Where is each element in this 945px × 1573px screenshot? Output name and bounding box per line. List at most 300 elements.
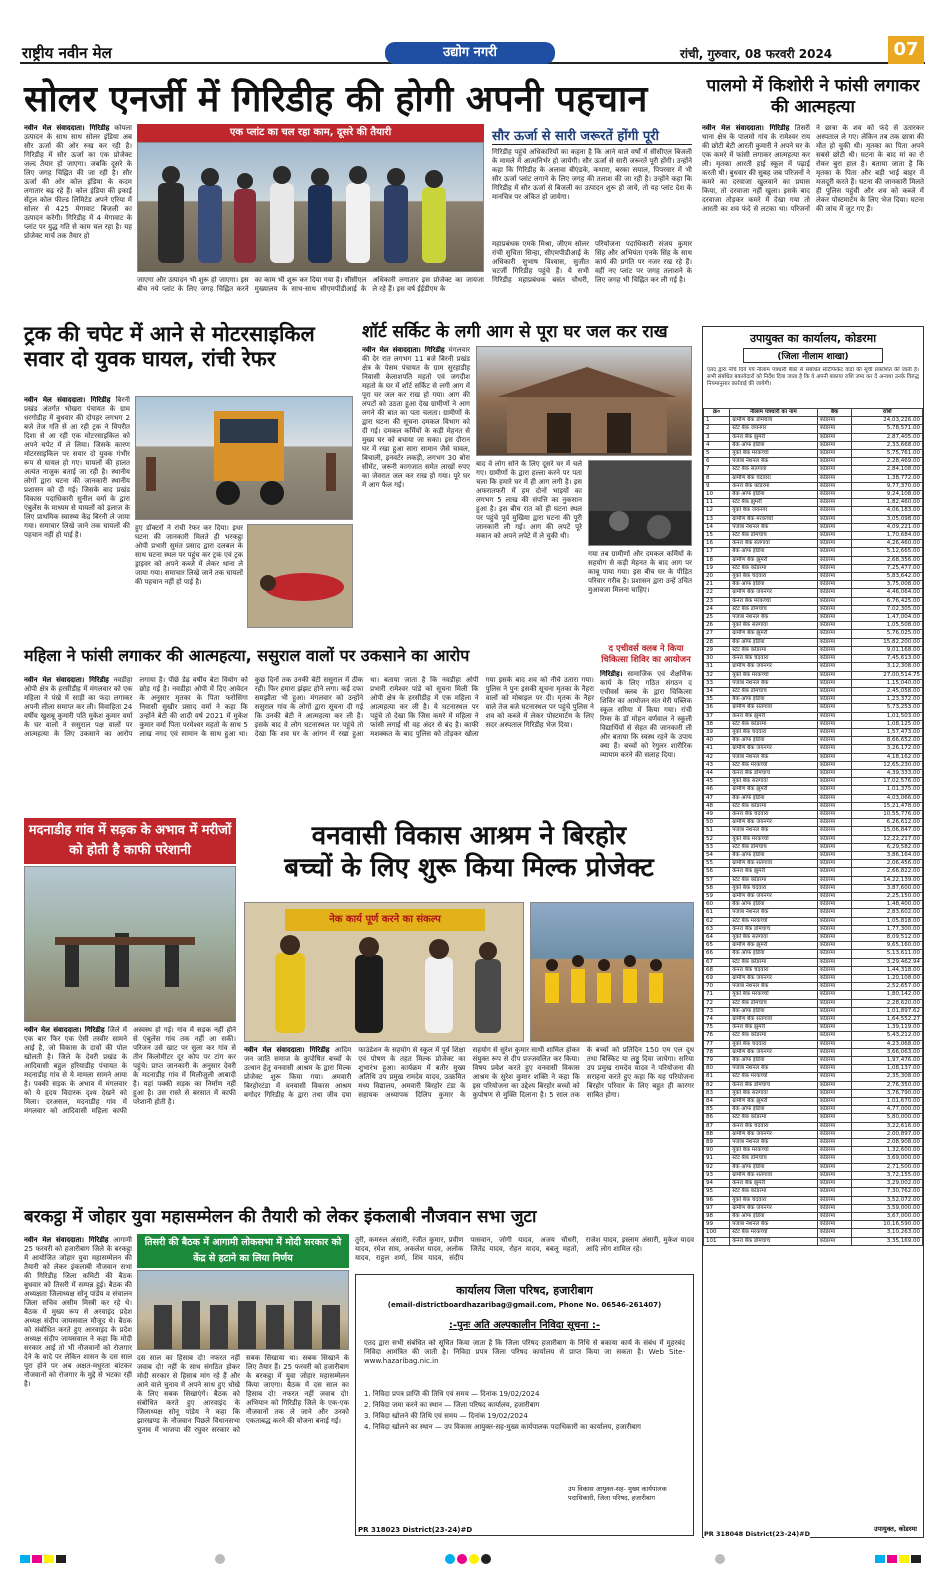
- table-cell: 4,39,333.00: [852, 769, 923, 777]
- table-cell: स्टेट बैंक कोडरमा: [730, 802, 817, 810]
- table-cell: यूको बैंक मरकच्चो: [730, 835, 817, 843]
- table-cell: 43: [704, 761, 730, 769]
- table-cell: यूको बैंक सतगावां: [730, 1089, 817, 1097]
- table-cell: कोडरमा: [817, 515, 852, 523]
- table-cell: 83: [704, 1089, 730, 1097]
- table-cell: 82: [704, 1081, 730, 1089]
- table-cell: केनरा बैंक कोडरमा: [730, 482, 817, 490]
- table-cell: कोडरमा: [817, 778, 852, 786]
- table-row: [704, 1155, 923, 1163]
- table-row: [704, 1007, 923, 1015]
- table-row: [704, 515, 923, 523]
- barkattha-photo-caption: तिसरी की बैठक में आगामी लोकसभा में मोदी सरकार को केंद्र से हटाने का लिया निर्णय: [137, 1234, 349, 1268]
- table-cell: 53: [704, 843, 730, 851]
- table-row: [704, 753, 923, 761]
- auction-subtitle: (जिला नीलाम शाखा): [743, 348, 883, 363]
- table-row: [704, 884, 923, 892]
- road-photo: [24, 866, 236, 1022]
- table-row: [704, 1016, 923, 1024]
- table-cell: 38: [704, 720, 730, 728]
- table-cell: स्टेट बैंक कोडरमा: [730, 564, 817, 572]
- table-cell: 2,28,620.00: [852, 999, 923, 1007]
- tender-website: Web Site- www.hazaribag.nic.in: [364, 1348, 685, 1365]
- table-cell: कोडरमा: [817, 1073, 852, 1081]
- table-cell: कोडरमा: [817, 1130, 852, 1138]
- table-cell: 34: [704, 687, 730, 695]
- table-cell: केनरा बैंक झुमरी: [730, 1024, 817, 1032]
- table-cell: स्टेट बैंक कोडरमा: [730, 1188, 817, 1196]
- tender-schedule: 1. निविदा प्रपत्र प्राप्ति की तिथि एवं समय — दिनांक 19/02/2024 2. निविदा जमा करने का स्थान — जिला परिषद कार्यालय, हजारीबाग 3. निविदा खोलने की तिथि एवं समय — दिनांक 19/02/2024 4. निविदा खोलने का स्थान — उप विकास आयुक्त-सह-मुख्य कार्यपालक पदाधिकारी का कार्यालय, हजारीबाग: [364, 1390, 641, 1431]
- table-cell: ग्रामीण बैंक सतगावां: [730, 704, 817, 712]
- auction-table-header: [704, 409, 923, 417]
- lead-body-col1: [24, 124, 132, 314]
- table-row: [704, 769, 923, 777]
- table-cell: कोडरमा: [817, 966, 852, 974]
- table-cell: 2,83,602.00: [852, 909, 923, 917]
- table-row: [704, 687, 923, 695]
- table-cell: बैंक ऑफ इंडिया: [730, 794, 817, 802]
- truck-byline: नवीन मेल संवाददाता। गिरिडीह: [24, 396, 111, 404]
- table-cell: 4,77,000.00: [852, 1106, 923, 1114]
- table-cell: 1,20,108.00: [852, 975, 923, 983]
- table-cell: 44: [704, 769, 730, 777]
- road-byline: नवीन मेल संवाददाता। गिरिडीह: [24, 1026, 105, 1034]
- table-cell: 2,71,500.00: [852, 1163, 923, 1171]
- tender-intro: एतद द्वारा सभी संबंधित को सूचित किया जाता है कि जिला परिषद हजारीबाग के निधि से बकाया कार्य के संबंध में मुहरबंद निविदा आमंत्रित की जाती है। निविदा प्रपत्र जिला परिषद कार्यालय से प्राप्त किया जा सकता है। Web Site- www.hazaribag.nic.in: [364, 1339, 685, 1365]
- masthead: राष्ट्रीय नवीन मेल: [22, 44, 112, 62]
- auction-intro: एतद द्वारा नीचे दिये गये नीलाम पत्रधारी बैंकों से संबंधित सर्टिफिकेट वादों की सूची प्रकाशित की जाती है। सभी संबंधित बकायेदारों को निर्देश दिया जाता है कि वे अपनी बकाया राशि जमा कर दें अन्यथा उनके विरुद्ध नियमानुसार कार्रवाई की जायेगी।: [707, 367, 919, 387]
- lead-byline: नवीन मेल संवाददाता। गिरिडीह: [24, 124, 110, 132]
- table-row: [704, 441, 923, 449]
- table-cell: पंजाब नेशनल बैंक: [730, 1139, 817, 1147]
- table-cell: कोडरमा: [817, 802, 852, 810]
- table-cell: 3,72,155.00: [852, 1171, 923, 1179]
- truck-headline: ट्रक की चपेट में आने से मोटरसाइकिल सवार दो युवक घायल, रांची रेफर: [24, 322, 315, 371]
- table-cell: ग्रामीण बैंक जयनगर: [730, 1130, 817, 1138]
- table-cell: स्टेट बैंक डोमचांच: [730, 687, 817, 695]
- table-cell: 32: [704, 671, 730, 679]
- table-cell: 5,73,253.00: [852, 704, 923, 712]
- table-row: [704, 827, 923, 835]
- table-row: [704, 491, 923, 499]
- table-cell: 52: [704, 835, 730, 843]
- table-cell: कोडरमा: [817, 1229, 852, 1237]
- table-cell: कोडरमा: [817, 425, 852, 433]
- table-cell: 84: [704, 1098, 730, 1106]
- table-cell: 3,87,600.00: [852, 884, 923, 892]
- table-cell: कोडरमा: [817, 786, 852, 794]
- table-cell: कोडरमा: [817, 737, 852, 745]
- table-cell: 4,03,066.00: [852, 794, 923, 802]
- table-cell: 6,76,425.00: [852, 597, 923, 605]
- table-cell: यूको बैंक चंदवारा: [730, 1040, 817, 1048]
- lead-photo-caption: एक प्लांट का चल रहा काम, दूसरे की तैयारी: [137, 124, 484, 142]
- table-cell: 4,06,183.00: [852, 507, 923, 515]
- table-cell: 17: [704, 548, 730, 556]
- table-cell: 12,65,230.00: [852, 761, 923, 769]
- table-cell: पंजाब नेशनल बैंक: [730, 753, 817, 761]
- table-cell: कोडरमा: [817, 1139, 852, 1147]
- fire-body-col2: बाद वे लोग सोने के लिए दूसरे घर में चले गए। ग्रामीणों के द्वारा हल्ला करने पर पता चला कि हमारे घर में ही आग लगी है। इस अफरातफरी में हम दोनों भाइयों का लगभग 5 लाख की संपत्ति का नुकसान हुआ है। इस बीच रात को ही घटना स्थल पर पहुंचे पूर्व मुखिया द्वारा घटना की पूरी जानकारी ली गई। आग की लपटें पूरे मकान को अपने लपेटे में ले चुकी थी।: [476, 460, 582, 540]
- table-cell: ग्रामीण बैंक झुमरी: [730, 1098, 817, 1106]
- col-header: राशि: [852, 409, 923, 417]
- table-row: [704, 605, 923, 613]
- table-cell: कोडरमा: [817, 868, 852, 876]
- table-cell: 3,66,063.00: [852, 1048, 923, 1056]
- table-cell: कोडरमा: [817, 819, 852, 827]
- table-cell: 46: [704, 786, 730, 794]
- barkattha-headline: बरकट्ठा में जोहार युवा महासम्मेलन की तैयारी को लेकर इंकलाबी नौजवान सभा जुटा: [24, 1207, 537, 1227]
- table-cell: 4,18,162.00: [852, 753, 923, 761]
- table-cell: कोडरमा: [817, 1163, 852, 1171]
- table-cell: 10,16,590.00: [852, 1221, 923, 1229]
- truck-body-col1: नवीन मेल संवाददाता। गिरिडीह बिरनी प्रखंड अंतर्गत भोखरा पंचायत के ग्राम धरगोडीह में बुधवार की दोपहर लगभग 2 बजे तेज गति से आ रही ट्रक ने विपरीत दिशा से आ रही एक मोटरसाइकिल को अपने चपेट में ले लिया। जिसके कारण मोटरसाइकिल पर सवार दो युवक गंभीर रूप से घायल हो गए। घायलों की हालत अत्यंत नाजुक बताई जा रही है। स्थानीय लोगों द्वारा घटना की जानकारी स्थानीय प्रशासन को दी गई। जिसके बाद प्रखंड विकास पदाधिकारी सुनील वर्मा के द्वारा एंबुलेंस के माध्यम से घायलों को इलाज के लिए प्राथमिक स्वास्थ्य केंद्र बिरनी ले जाया गया। समाचार लिखे जाने तक घायलों की पहचान नहीं हो पाई है।: [24, 396, 130, 539]
- table-cell: 10,55,776.00: [852, 810, 923, 818]
- table-cell: कोडरमा: [817, 482, 852, 490]
- table-row: [704, 704, 923, 712]
- table-row: [704, 925, 923, 933]
- table-cell: कोडरमा: [817, 1114, 852, 1122]
- table-row: [704, 1237, 923, 1245]
- table-cell: 12: [704, 507, 730, 515]
- table-cell: स्टेट बैंक कोडरमा: [730, 1032, 817, 1040]
- table-cell: केनरा बैंक झुमरी: [730, 868, 817, 876]
- table-cell: यूको बैंक चंदवारा: [730, 1196, 817, 1204]
- table-cell: कोडरमा: [817, 564, 852, 572]
- table-row: [704, 999, 923, 1007]
- table-cell: कोडरमा: [817, 622, 852, 630]
- table-cell: 51: [704, 827, 730, 835]
- table-cell: 3: [704, 433, 730, 441]
- tender-title: :-पुनः अति अल्पकालीन निविदा सूचना :-: [448, 1320, 601, 1331]
- table-cell: कोडरमा: [817, 876, 852, 884]
- table-cell: 4,09,221.00: [852, 523, 923, 531]
- table-cell: 56: [704, 868, 730, 876]
- table-cell: 1,70,684.00: [852, 532, 923, 540]
- table-cell: केनरा बैंक चंदवारा: [730, 655, 817, 663]
- table-row: [704, 1024, 923, 1032]
- truck-photo: [135, 396, 353, 520]
- table-cell: 27: [704, 630, 730, 638]
- tender-pr-number: PR 318023 District(23-24)#D: [358, 1526, 473, 1534]
- table-cell: कोडरमा: [817, 934, 852, 942]
- table-cell: कोडरमा: [817, 1106, 852, 1114]
- table-row: [704, 917, 923, 925]
- table-cell: 3,67,000.00: [852, 1212, 923, 1220]
- table-row: [704, 671, 923, 679]
- table-cell: कोडरमा: [817, 458, 852, 466]
- table-cell: 92: [704, 1163, 730, 1171]
- table-cell: केनरा बैंक झुमरी: [730, 712, 817, 720]
- table-cell: 1,01,503.00: [852, 712, 923, 720]
- table-cell: 3,52,072.00: [852, 1196, 923, 1204]
- table-cell: बैंक ऑफ इंडिया: [730, 638, 817, 646]
- table-cell: बैंक ऑफ इंडिया: [730, 1163, 817, 1171]
- table-cell: 3,35,169.00: [852, 1237, 923, 1245]
- table-row: [704, 1122, 923, 1130]
- table-row: [704, 1147, 923, 1155]
- table-cell: 7,30,762.00: [852, 1188, 923, 1196]
- table-row: [704, 819, 923, 827]
- lead-body-col3: गिरिडीह पहुंचे अधिकारियों का कहना है कि आने वाले वर्षों में सीसीएल बिजली के मामले में आत्मनिर्भर हो जायेगी। सौर ऊर्जा से सारी जरूरतें पूरी होंगी। उन्होंने कहा कि गिरिडीह के अलावा बीएंडके, कथारा, बरका सयाल, पिपरवार में भी सौर ऊर्जा प्लांट लगाने के लिए जगह की तलाश की जा रही है। उन्होंने कहा कि गिरिडीह में सौर ऊर्जा से बिजली का उत्पादन शुरू हो जाये, तो यह प्लांट देश के मानचित्र पर अंकित हो जायेगा।: [492, 148, 692, 201]
- table-cell: 89: [704, 1139, 730, 1147]
- table-row: [704, 802, 923, 810]
- table-cell: 1,32,600.00: [852, 1147, 923, 1155]
- table-cell: 70: [704, 983, 730, 991]
- table-cell: 30: [704, 655, 730, 663]
- table-cell: ग्रामीण बैंक मरकच्चो: [730, 515, 817, 523]
- table-cell: 6: [704, 458, 730, 466]
- table-cell: कोडरमा: [817, 671, 852, 679]
- table-cell: 85: [704, 1106, 730, 1114]
- table-cell: 2,87,405.00: [852, 433, 923, 441]
- table-cell: 4: [704, 441, 730, 449]
- table-cell: कोडरमा: [817, 1032, 852, 1040]
- table-cell: कोडरमा: [817, 646, 852, 654]
- table-cell: कोडरमा: [817, 1081, 852, 1089]
- milk-headline: [244, 820, 694, 884]
- milk-photo-1: [244, 902, 524, 1042]
- table-cell: कोडरमा: [817, 769, 852, 777]
- table-cell: 68: [704, 966, 730, 974]
- table-cell: पंजाब नेशनल बैंक: [730, 1221, 817, 1229]
- table-cell: 28: [704, 638, 730, 646]
- table-cell: कोडरमा: [817, 433, 852, 441]
- table-cell: 63: [704, 925, 730, 933]
- table-cell: 66: [704, 950, 730, 958]
- color-registration-strip: [20, 1550, 925, 1562]
- camp-body: गिरिडीह। सामाजिक एवं शैक्षणिक कार्य के लिए गठित संगठन द एचीवर्स क्लब के द्वारा चिकित्सा शिविर का आयोजन संत मेरी पब्लिक स्कूल सरिया में किया गया। रांची रिम्स के डॉ मोहन वर्णवाल ने स्कूली विद्यार्थियों से सेहत की जानकारी ली और बताया कि स्वस्थ रहने के उपाय क्या हैं। बच्चों को रेगुलर शारीरिक व्यायाम करने की सलाह दिया।: [600, 670, 692, 759]
- table-cell: कोडरमा: [817, 901, 852, 909]
- table-row: [704, 507, 923, 515]
- table-cell: कोडरमा: [817, 884, 852, 892]
- table-cell: 1,47,004.00: [852, 614, 923, 622]
- suicide-body: नवीन मेल संवाददाता। गिरिडीह नवडीहा ओपी क्षेत्र के हरसीडीह में मंगलवार को एक महिला ने पंखे में साड़ी का फंदा लगाकर अपनी लीला समाप्त कर ली। विवाहिता 24 वर्षीय खुशबू कुमारी पति मुकेश कुमार वर्मा के घर वालों ने ससुराल पक्ष वालों पर आत्महत्या के लिए उकसाने का आरोप लगाया है। पीछे डेढ़ वर्षीय बेटा वियोग को छोड़ गई है। नवडीहा ओपी में दिए आवेदन के अनुसार मृतका के पिता फरोसिंगा निवासी सुखीर प्रसाद वर्मा ने कहा कि उन्होंने बेटी की शादी वर्ष 2021 में मुकेश कुमार वर्मा पिता परमेश्वर महतो के साथ 5 लाख नगद एवं सामान के साथ हुआ था। कुछ दिनों तक उनकी बेटी ससुराल में ठीक रही। फिर हमारा झंझट होने लगा। कई दफा समझौता भी हुआ। मंगलवार को उन्होंने ससुराल गांव के लोगों द्वारा सूचना दी गई कि उनकी बेटी ने आत्महत्या कर ली है। इसके बाद वे लोग घटनास्थल पर पहुंचे तो देखा कि शव घर के आंगन में रखा हुआ था। बताया जाता है कि नवडीहा ओपी प्रभारी रामेश्वर पांडे को सूचना मिली कि ओपी क्षेत्र के हरसीडीह में एक महिला ने आत्महत्या कर ली है। ये घटनास्थल पर पहुंचे तो देखा कि जिस कमरे में महिला ने फांसी लगाई थी वह अंदर से बंद है। काफी मशक्कत के बाद पुलिस को तोड़कर खोला गया इसके बाद शव को नीचे उतारा गया। पुलिस ने पुनः इसकी सूचना मृतका के नैहरा वालों को मोबाइल पर दी। मृतक के नैहर वाले तेज बजे घटनास्थल पर पहुंचे पुलिस ने शव को कब्जे में लेकर पोस्टमार्टम के लिए सदर अस्पताल गिरिडीह भेज दिया।: [24, 676, 594, 738]
- table-cell: 11: [704, 499, 730, 507]
- table-cell: कोडरमा: [817, 860, 852, 868]
- table-cell: कोडरमा: [817, 1204, 852, 1212]
- table-row: [704, 622, 923, 630]
- table-cell: 1,23,372.00: [852, 696, 923, 704]
- table-row: [704, 843, 923, 851]
- table-cell: 3,75,008.00: [852, 581, 923, 589]
- table-cell: 5,75,761.00: [852, 450, 923, 458]
- table-cell: बैंक ऑफ इंडिया: [730, 1007, 817, 1015]
- palamu-body: नवीन मेल संवाददाता। गिरिडीह तिसरी थाना क्षेत्र के पालमो गांव के रामेश्वर राय की छोटी बेटी आरती कुमारी ने अपने घर के एक कमरे में फांसी लगाकर आत्महत्या कर ली। मृतका आरती हाई स्कूल में पढ़ाई करती थी। बुधवार की सुबह जब परिजनों ने कमरे का दरवाजा खुलवाने का प्रयास किया, तो दरवाजा नहीं खुला। इसके बाद दरवाजा तोड़कर कमरे में देखा गया तो आरती का शव फंदे से लटका था। परिजनों ने छात्रा के शव को फंदे से उतारकर अस्पताल ले गए। लेकिन तब तक छात्रा की मौत हो चुकी थी। मृतका का पिता अपने सबसे छोटी थी। घटना के बाद मां का रो रोकर बुरा हाल है। बताया जाता है कि मृतका के पिता और बड़ी भाई बाहर में मजदूरी करते हैं। घटना की जानकारी मिलते ही पुलिस पहुंची और शव को कब्जे में लेकर पोस्टमार्टम के लिए भेज दिया। घटना की जांच में जुट गए हैं।: [702, 124, 924, 213]
- col-header: बैंक: [817, 409, 852, 417]
- table-cell: 3,12,308.00: [852, 663, 923, 671]
- table-cell: कोडरमा: [817, 532, 852, 540]
- table-row: [704, 1048, 923, 1056]
- table-row: [704, 1204, 923, 1212]
- table-cell: स्टेट बैंक कोडरमा: [730, 876, 817, 884]
- table-cell: 67: [704, 958, 730, 966]
- table-cell: कोडरमा: [817, 441, 852, 449]
- table-cell: 80: [704, 1065, 730, 1073]
- table-cell: 81: [704, 1073, 730, 1081]
- table-cell: 2,76,350.00: [852, 1081, 923, 1089]
- table-cell: कोडरमा: [817, 687, 852, 695]
- table-cell: कोडरमा: [817, 991, 852, 999]
- table-cell: कोडरमा: [817, 638, 852, 646]
- table-row: [704, 737, 923, 745]
- table-cell: ग्रामीण बैंक झुमरी: [730, 942, 817, 950]
- barkattha-body-col2: दस साल का हिसाब दो! नफरत नहीं जवाब दो! नहीं के साथ संगठित होकर मोदी सरकार से हिसाब मांग रहे हैं और आने वाले चुनाव में अपने साथ हुए धोखे के लिए सबक सिखाएंगे। बैठक को संबोधित करते हुए आरवाइंद के जिलाध्यक्ष सोनू पांडेय ने कहा कि झारखण्ड के नौजवान पिछले विधानसभा चुनाव में भाजपा की रघुवर सरकार को सबक सिखाया था। सबक सिखाने के लिए तैयार हैं। 25 फरवरी को हजारीबाग के बरकट्ठा में युवा जोहार महासम्मेलन किया जाएगा। बैठक में दस साल का हिसाब दो! नफरत नहीं जवाब दो! अभियान को गिरिडीह जिले के एक-एक नौजवानों तक ले जाने और उनको एकताबद्ध करने की योजना बनाई गई।: [137, 1354, 349, 1434]
- table-cell: केनरा बैंक मरकच्चो: [730, 597, 817, 605]
- table-row: [704, 1081, 923, 1089]
- table-cell: पंजाब नेशनल बैंक: [730, 827, 817, 835]
- table-cell: यूको बैंक चंदवारा: [730, 728, 817, 736]
- barkattha-body-col1: नवीन मेल संवाददाता। गिरिडीह आगामी 25 फरवरी को हजारीबाग जिले के बरकट्ठा में आयोजित जोहार युवा महासम्मेलन की तैयारी को लेकर इंकलाबी नौजवान सभा की गिरिडीह जिला कमिटी की बैठक बुधवार को तिसरी में सम्पन्न हुई। बैठक की अध्यक्षता जिलाध्यक्ष सोनू पांडेय व संचालन जिला सचिव असीम मिस्त्री कर रहे थे। बैठक में मुख्य रूप से अरवाइंद प्रदेश अध्यक्ष संदीप जायसवाल मौजूद थे। बैठक को संबोधित करते हुए आरवाइंद के प्रदेश अध्यक्ष संदीप जायसवाल ने कहा कि मोदी सरकार आई तो भी नौजवानों को रोजगार देने के वादे पर लेकिन शासन के दस साल पूरा होने पर अब अक्षत-मधुरता बांटकर नौजवानों को रोजगार के मुद्दे से भटका रही है।: [24, 1236, 132, 1388]
- table-cell: 77: [704, 1040, 730, 1048]
- table-cell: कोडरमा: [817, 999, 852, 1007]
- injured-photo: [247, 524, 353, 628]
- table-cell: कोडरमा: [817, 720, 852, 728]
- table-cell: कोडरमा: [817, 450, 852, 458]
- table-cell: 1,77,300.00: [852, 925, 923, 933]
- table-cell: 47: [704, 794, 730, 802]
- table-cell: 42: [704, 753, 730, 761]
- table-cell: कोडरमा: [817, 1155, 852, 1163]
- table-row: [704, 892, 923, 900]
- meeting-group-image: [138, 1271, 349, 1350]
- lead-subhead: सौर ऊर्जा से सारी जरूरतें होंगी पूरी: [492, 129, 659, 144]
- table-cell: 5,13,611.00: [852, 950, 923, 958]
- table-row: [704, 1032, 923, 1040]
- tender-contact: (email-districtboardhazaribag@gmail.com, Phone No. 06546-261407): [387, 1301, 662, 1309]
- dateline: रांची, गुरुवार, 08 फरवरी 2024: [680, 47, 833, 61]
- tender-notice: [355, 1274, 694, 1536]
- table-cell: 1: [704, 417, 730, 425]
- table-cell: 1,05,818.00: [852, 917, 923, 925]
- table-cell: यूको बैंक सतगावां: [730, 622, 817, 630]
- table-cell: कोडरमा: [817, 474, 852, 482]
- table-cell: स्टेट बैंक मरकच्चो: [730, 1229, 817, 1237]
- table-cell: स्टेट बैंक डोमचांच: [730, 532, 817, 540]
- table-cell: कोडरमा: [817, 925, 852, 933]
- table-cell: 64: [704, 934, 730, 942]
- table-row: [704, 991, 923, 999]
- table-cell: कोडरमा: [817, 491, 852, 499]
- table-row: [704, 1089, 923, 1097]
- table-cell: 1,48,400.00: [852, 901, 923, 909]
- table-cell: कोडरमा: [817, 909, 852, 917]
- table-cell: 14,22,139.00: [852, 876, 923, 884]
- table-cell: बैंक ऑफ इंडिया: [730, 1057, 817, 1065]
- table-cell: 27,00,514.75: [852, 671, 923, 679]
- camp-headline: द एचीवर्स क्लब ने किया चिकित्सा शिविर का आयोजन: [601, 644, 691, 665]
- table-cell: 1,80,142.00: [852, 991, 923, 999]
- col-header: क्र०: [704, 409, 730, 417]
- table-row: [704, 1163, 923, 1171]
- table-cell: 97: [704, 1204, 730, 1212]
- table-cell: कोडरमा: [817, 589, 852, 597]
- table-cell: कोडरमा: [817, 745, 852, 753]
- table-cell: 45: [704, 778, 730, 786]
- table-cell: स्टेट बैंक डोमचांच: [730, 999, 817, 1007]
- table-cell: 71: [704, 991, 730, 999]
- table-row: [704, 1221, 923, 1229]
- table-cell: कोडरमा: [817, 1237, 852, 1245]
- table-cell: 59: [704, 892, 730, 900]
- table-cell: 1,38,772.00: [852, 474, 923, 482]
- table-cell: कोडरमा: [817, 704, 852, 712]
- table-cell: यूको बैंक जयनगर: [730, 507, 817, 515]
- palamu-byline: नवीन मेल संवाददाता। गिरिडीह: [702, 124, 790, 132]
- table-cell: ग्रामीण बैंक जयनगर: [730, 1048, 817, 1056]
- table-cell: ग्रामीण बैंक झुमरी: [730, 630, 817, 638]
- table-cell: बैंक ऑफ इंडिया: [730, 581, 817, 589]
- table-cell: 24: [704, 605, 730, 613]
- table-cell: 2,00,897.00: [852, 1130, 923, 1138]
- table-cell: 1,15,040.00: [852, 679, 923, 687]
- table-cell: 9: [704, 482, 730, 490]
- table-cell: 26: [704, 622, 730, 630]
- table-cell: यूको बैंक चंदवारा: [730, 884, 817, 892]
- table-cell: 14: [704, 523, 730, 531]
- table-cell: 3,10,263.00: [852, 1229, 923, 1237]
- table-cell: ग्रामीण बैंक डोमचांच: [730, 417, 817, 425]
- table-cell: स्टेट बैंक कोडरमा: [730, 958, 817, 966]
- table-cell: 5,83,642.00: [852, 573, 923, 581]
- table-cell: ग्रामीण बैंक झुमरी: [730, 556, 817, 564]
- table-cell: कोडरमा: [817, 614, 852, 622]
- table-cell: कोडरमा: [817, 1221, 852, 1229]
- fire-body-col3: गया तब ग्रामीणों और दमकल कर्मियों के सहयोग से कड़ी मेहनत के बाद आग पर काबू पाया गया। इस बीच घर के पीड़ित परिवार गरीब है। प्रशासन द्वारा उन्हें उचित मुआवजा मिलना चाहिए।: [588, 550, 692, 594]
- table-row: [704, 1196, 923, 1204]
- table-cell: 22: [704, 589, 730, 597]
- table-cell: केनरा बैंक चंदवारा: [730, 966, 817, 974]
- table-cell: स्टेट बैंक झुमरी: [730, 499, 817, 507]
- table-cell: 3,29,462.94: [852, 958, 923, 966]
- table-row: [704, 523, 923, 531]
- table-cell: कोडरमा: [817, 548, 852, 556]
- table-cell: बैंक ऑफ इंडिया: [730, 901, 817, 909]
- table-cell: पंजाब नेशनल बैंक: [730, 458, 817, 466]
- table-cell: 17,02,576.00: [852, 778, 923, 786]
- table-cell: 2,25,150.00: [852, 892, 923, 900]
- table-cell: 2,45,058.00: [852, 687, 923, 695]
- table-row: [704, 556, 923, 564]
- table-cell: कोडरमा: [817, 1180, 852, 1188]
- table-cell: 1,01,670.00: [852, 1098, 923, 1106]
- table-cell: 55: [704, 860, 730, 868]
- table-row: [704, 540, 923, 548]
- auction-table: [703, 408, 923, 1246]
- table-cell: केनरा बैंक डोमचांच: [730, 925, 817, 933]
- section-label: उद्योग नगरी: [385, 42, 555, 64]
- table-cell: कोडरमा: [817, 1188, 852, 1196]
- table-cell: स्टेट बैंक मरकच्चो: [730, 917, 817, 925]
- table-cell: कोडरमा: [817, 696, 852, 704]
- table-cell: बैंक ऑफ इंडिया: [730, 1106, 817, 1114]
- table-cell: 4,23,068.00: [852, 1040, 923, 1048]
- table-cell: 7: [704, 466, 730, 474]
- table-cell: यूको बैंक मरकच्चो: [730, 991, 817, 999]
- table-cell: बैंक ऑफ इंडिया: [730, 950, 817, 958]
- lead-headline: सोलर एनर्जी में गिरिडीह की होगी अपनी पहचान: [24, 79, 648, 120]
- table-cell: कोडरमा: [817, 597, 852, 605]
- table-cell: 15: [704, 532, 730, 540]
- table-row: [704, 810, 923, 818]
- table-cell: 61: [704, 909, 730, 917]
- table-cell: 95: [704, 1188, 730, 1196]
- table-row: [704, 761, 923, 769]
- table-row: [704, 909, 923, 917]
- table-cell: ग्रामीण बैंक झुमरी: [730, 786, 817, 794]
- milk-body: नवीन मेल संवाददाता। गिरिडीह आदिम जन जाति समाज के कुपोषित बच्चों के उत्थान हेतु वनवासी आश्रम के द्वारा मिल्क प्रोजेक्ट शुरू किया गया। अमवारी बिरहोरटंडा में वनवासी विकास आश्रम बगोदर गिरिडीह के द्वारा तथा जीव दया फाउंडेशन के सहयोग से स्कूल में पूर्व शिक्षा एवं पोषण के तहत मिल्क प्रोजेक्ट का शुभारंभ हुआ। कार्यक्रम में बतौर मुख्य अतिथि उप प्रमुख रामदेव यादव, उत्क्रमित मध्य विद्यालय, अमवारी बिरहोर टंडा के सहायक अध्यापक दिलिप कुमार के सहयोग से सुरेश कुमार साथी शामिल होकर संयुक्त रूप से दीप प्रज्जवलित कर किया। विषय प्रवेश करते हुए वनवासी विकास आश्रम के सुरेश कुमार शक्ति ने कहा कि इस परियोजना का उद्देश्य बिरहोर बच्चों को कुपोषण से मुक्ति दिलाना है। 5 साल तक के बच्चों को प्रतिदिन 150 एम एल दूध तथा बिस्किट या लड्डू दिया जायेगा। सरिया उप प्रमुख रामदेव यादव ने परियोजना की सराहना करते हुए कहा कि यह परियोजना बिरहोर परिवार के लिए बहुत ही कारगर साबित होगा।: [244, 1046, 694, 1099]
- table-cell: कोडरमा: [817, 892, 852, 900]
